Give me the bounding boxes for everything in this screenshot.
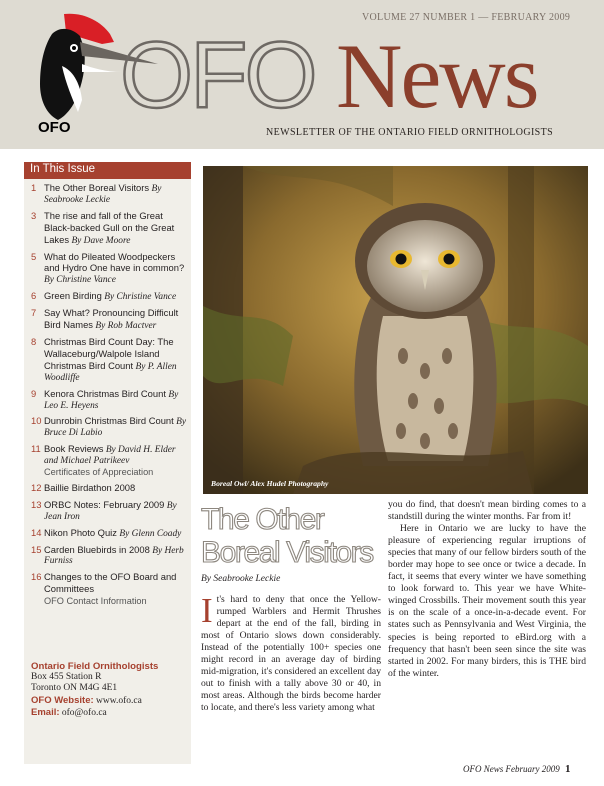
article-byline: By Seabrooke Leckie <box>201 574 281 584</box>
headline-line1: The Other <box>201 503 324 536</box>
toc-item[interactable] <box>24 252 191 287</box>
owl-illustration <box>203 166 588 494</box>
toc-title: Christmas Bird Count Day: The Wallaceburg/Walpole Island Christmas Bird Count <box>44 335 174 371</box>
toc-item[interactable] <box>24 500 191 523</box>
toc-author: By Glenn Coady <box>119 528 182 539</box>
toc-item[interactable] <box>24 308 191 332</box>
footer-text: OFO News February 2009 <box>463 764 560 774</box>
tagline: NEWSLETTER OF THE ONTARIO FIELD ORNITHOLOGISTS <box>266 127 554 138</box>
photo-caption: Boreal Owl/ Alex Hudel Photography <box>211 479 329 488</box>
email-link[interactable]: ofo@ofo.ca <box>61 707 107 718</box>
volume-line: VOLUME 27 NUMBER 1 — FEBRUARY 2009 <box>362 12 571 23</box>
toc-page-number: 9 <box>31 387 37 399</box>
toc-title: What do Pileated Woodpeckers and Hydro One have in common? <box>44 250 185 274</box>
column2-paragraph1: you do find, that doesn't mean birding comes to a standstill during the winter months. Far from it! <box>388 499 586 523</box>
toc-title: Dunrobin Christmas Bird Count <box>44 415 174 427</box>
toc-page-number: 14 <box>31 526 42 538</box>
toc-subtitle: OFO Contact Information <box>44 596 147 607</box>
toc-author: By Rob Mactver <box>95 321 157 332</box>
contact-website <box>31 695 158 707</box>
toc-author: By Seabrooke Leckie <box>44 184 162 205</box>
masthead <box>0 0 604 149</box>
toc-page-number: 15 <box>31 543 42 555</box>
website-link[interactable]: www.ofo.ca <box>96 695 142 706</box>
toc-author: By Bruce Di Labio <box>44 417 187 439</box>
toc-title: Book Reviews <box>44 443 104 455</box>
toc-author: By Herb Furniss <box>44 545 184 567</box>
toc-subtitle: Certificates of Appreciation <box>44 467 154 478</box>
toc-page-number: 1 <box>31 182 37 193</box>
page-number: 1 <box>565 763 571 775</box>
toc-heading: In This Issue <box>24 162 191 179</box>
contact-address1: Box 455 Station R <box>31 672 102 683</box>
toc-list <box>24 179 191 607</box>
toc-item[interactable] <box>24 183 191 206</box>
toc-author: By Dave Moore <box>71 235 131 246</box>
toc-author: By Leo E. Heyens <box>44 389 179 411</box>
article-column-1 <box>201 591 381 714</box>
toc-item[interactable] <box>24 389 191 412</box>
toc-author: By Jean Iron <box>44 500 177 522</box>
toc-title: Carden Bluebirds in 2008 <box>44 543 150 555</box>
table-of-contents <box>24 162 191 764</box>
article-headline <box>201 503 373 569</box>
toc-page-number: 3 <box>31 209 37 221</box>
toc-author: By David H. Elder and Michael Patrikeev <box>44 445 176 467</box>
drop-cap: I <box>201 591 213 630</box>
page-footer <box>463 763 571 775</box>
toc-page-number: 10 <box>31 415 42 427</box>
website-label: OFO Website: <box>31 694 94 706</box>
toc-page-number: 11 <box>31 443 41 455</box>
toc-title: Green Birding <box>44 290 102 302</box>
toc-title: The Other Boreal Visitors <box>44 182 150 193</box>
toc-page-number: 8 <box>31 335 37 347</box>
toc-item[interactable] <box>24 572 191 607</box>
article-column-2 <box>388 499 586 680</box>
toc-item[interactable] <box>24 337 191 384</box>
toc-item[interactable] <box>24 483 191 495</box>
toc-title: The rise and fall of the Great Black-backed Gull on the Great Lakes <box>44 209 175 245</box>
toc-author: By P. Allen Woodliffe <box>44 361 177 383</box>
column1-text: t's hard to deny that once the Yellow-rumped Warblers and Hermit Thrushes depart at the end of the fall, birding in most of Ontario slows down considerably. Instead of the potentially 100+ species one might record in an average day of birding mid-migration, it's considered an excellent day out to finish with a tally above 30 or 40, in most areas. Although the birds become harder to locate, and there's less variety among what <box>201 594 381 714</box>
toc-title: ORBC Notes: February 2009 <box>44 498 165 510</box>
toc-item[interactable] <box>24 528 191 540</box>
toc-item[interactable] <box>24 211 191 247</box>
toc-item[interactable] <box>24 444 191 478</box>
headline-line2: Boreal Visitors <box>201 536 373 569</box>
toc-title: Say What? Pronouncing Difficult Bird Names <box>44 307 179 331</box>
column2-paragraph2: Here in Ontario we are lucky to have the pleasure of experiencing regular irruptions of species that many of our fellow birders south of the border may hope to see once or twice a decade. In fact, it seems that every winter we have something to look forward to. This year we have White-winged Crossbills. Their movement south this year is on the scale of a once-in-a-decade event. For states such as Pennsylvania and West Virginia, the species is being reported to eBird.org with a frequency that hasn't been seen since the site was started in 2002. For many birders, this is THE bird of the winter. <box>388 523 586 679</box>
toc-page-number: 5 <box>31 250 37 262</box>
contact-address2: Toronto ON M4G 4E1 <box>31 683 118 694</box>
toc-page-number: 13 <box>31 498 42 510</box>
toc-author: By Christine Vance <box>44 275 116 286</box>
toc-author: By Christine Vance <box>104 292 177 303</box>
toc-item[interactable] <box>24 545 191 568</box>
logo-ofo-small: OFO <box>38 119 71 136</box>
toc-title: Nikon Photo Quiz <box>44 526 117 538</box>
contact-org: Ontario Field Ornithologists <box>31 661 159 672</box>
toc-page-number: 7 <box>31 307 37 319</box>
toc-page-number: 12 <box>31 481 42 493</box>
contact-email <box>31 707 158 719</box>
toc-page-number: 6 <box>31 290 37 302</box>
contact-info <box>31 661 158 719</box>
toc-title: Kenora Christmas Bird Count <box>44 387 166 399</box>
logo-ofo-text: OFO <box>120 22 315 127</box>
logo-news-text: News <box>336 25 538 127</box>
email-label: Email: <box>31 706 60 718</box>
toc-title: Baillie Birdathon 2008 <box>44 481 136 493</box>
toc-page-number: 16 <box>31 571 42 583</box>
toc-item[interactable] <box>24 416 191 439</box>
boreal-owl-photo <box>203 166 588 494</box>
toc-item[interactable] <box>24 291 191 303</box>
toc-title: Changes to the OFO Board and Committees <box>44 571 177 595</box>
